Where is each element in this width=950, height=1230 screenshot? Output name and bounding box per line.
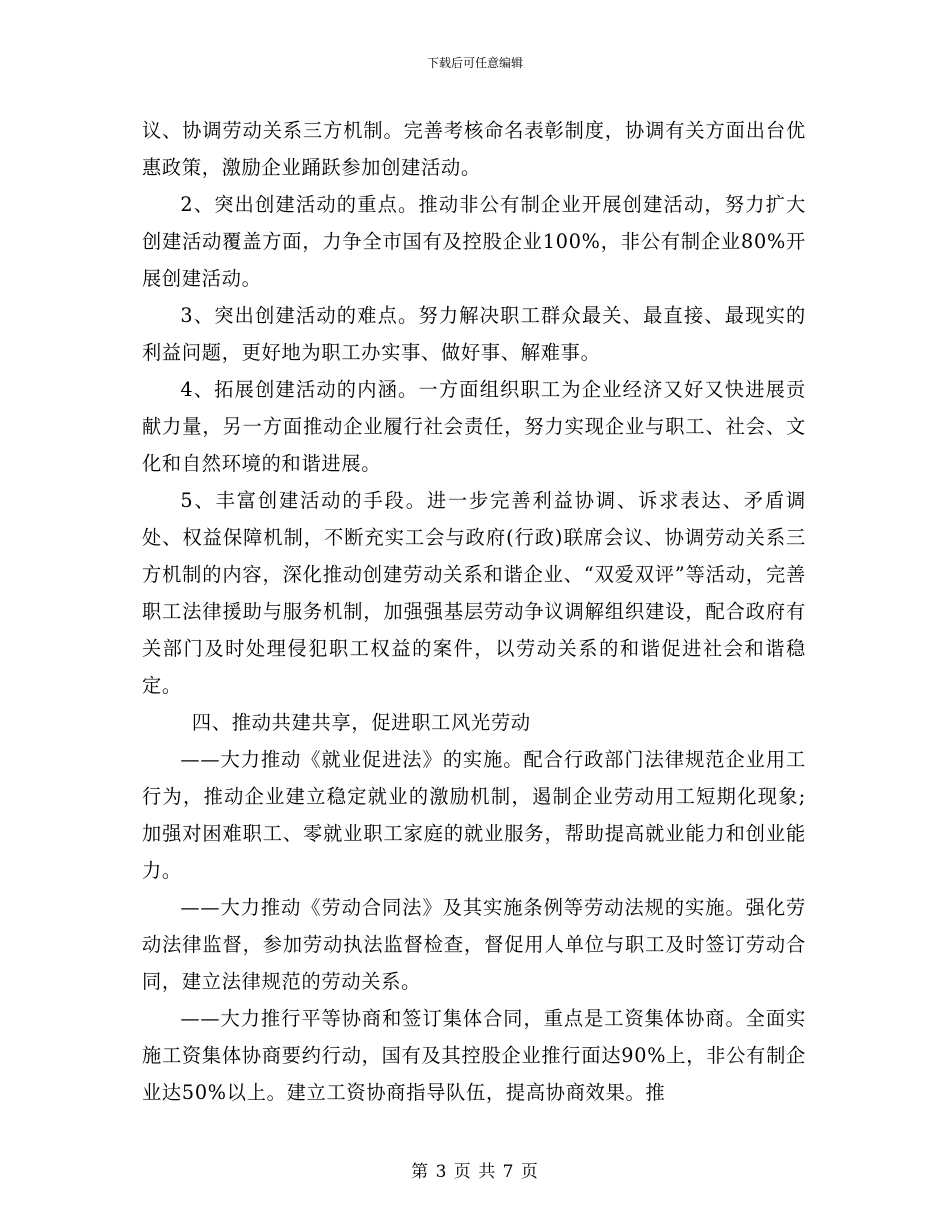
paragraph-employment-law: ——大力推动《就业促进法》的实施。配合行政部门法律规范企业用工行为，推动企业建立稳定就业的激励机制，遏制企业劳动用工短期化现象;加强对困难职工、零就业职工家庭的就业服务，帮助提高就业能力和创业能力。 [142, 748, 806, 882]
paragraph-item-5: 5、丰富创建活动的手段。进一步完善利益协调、诉求表达、矛盾调处、权益保障机制，不断充实工会与政府(行政)联席会议、协调劳动关系三方机制的内容，深化推动创建劳动关系和谐企业、“双爱双评”等活动，完善职工法律援助与服务机制，加强强基层劳动争议调解组织建设，配合政府有关部门及时处理侵犯职工权益的案件，以劳动关系的和谐促进社会和谐稳定。 [142, 489, 806, 697]
document-body [142, 112, 806, 1111]
paragraph-continuation: 议、协调劳动关系三方机制。完善考核命名表彰制度，协调有关方面出台优惠政策，激励企业踊跃参加创建活动。 [142, 119, 806, 179]
page-number: 第 3 页 共 7 页 [411, 1162, 539, 1182]
section-heading: 四、推动共建共享，促进职工风光劳动 [191, 711, 531, 734]
paragraph-item-3: 3、突出创建活动的难点。努力解决职工群众最关、最直接、最现实的利益问题，更好地为职工办实事、做好事、解难事。 [142, 304, 806, 364]
page-header-note: 下载后可任意编辑 [426, 56, 523, 70]
paragraph-labor-contract-law: ——大力推动《劳动合同法》及其实施条例等劳动法规的实施。强化劳动法律监督，参加劳动执法监督检查，督促用人单位与职工及时签订劳动合同，建立法律规范的劳动关系。 [142, 896, 806, 993]
paragraph-collective-bargaining: ——大力推行平等协商和签订集体合同，重点是工资集体协商。全面实施工资集体协商要约行动，国有及其控股企业推行面达90%上，非公有制企业达50%以上。建立工资协商指导队伍，提高协商效果。推 [142, 1007, 806, 1104]
paragraph-item-2: 2、突出创建活动的重点。推动非公有制企业开展创建活动，努力扩大创建活动覆盖方面，力争全市国有及控股企业100%，非公有制企业80%开展创建活动。 [142, 193, 806, 290]
paragraph-item-4: 4、拓展创建活动的内涵。一方面组织职工为企业经济又好又快进展贡献力量，另一方面推动企业履行社会责任，努力实现企业与职工、社会、文化和自然环境的和谐进展。 [142, 378, 806, 475]
